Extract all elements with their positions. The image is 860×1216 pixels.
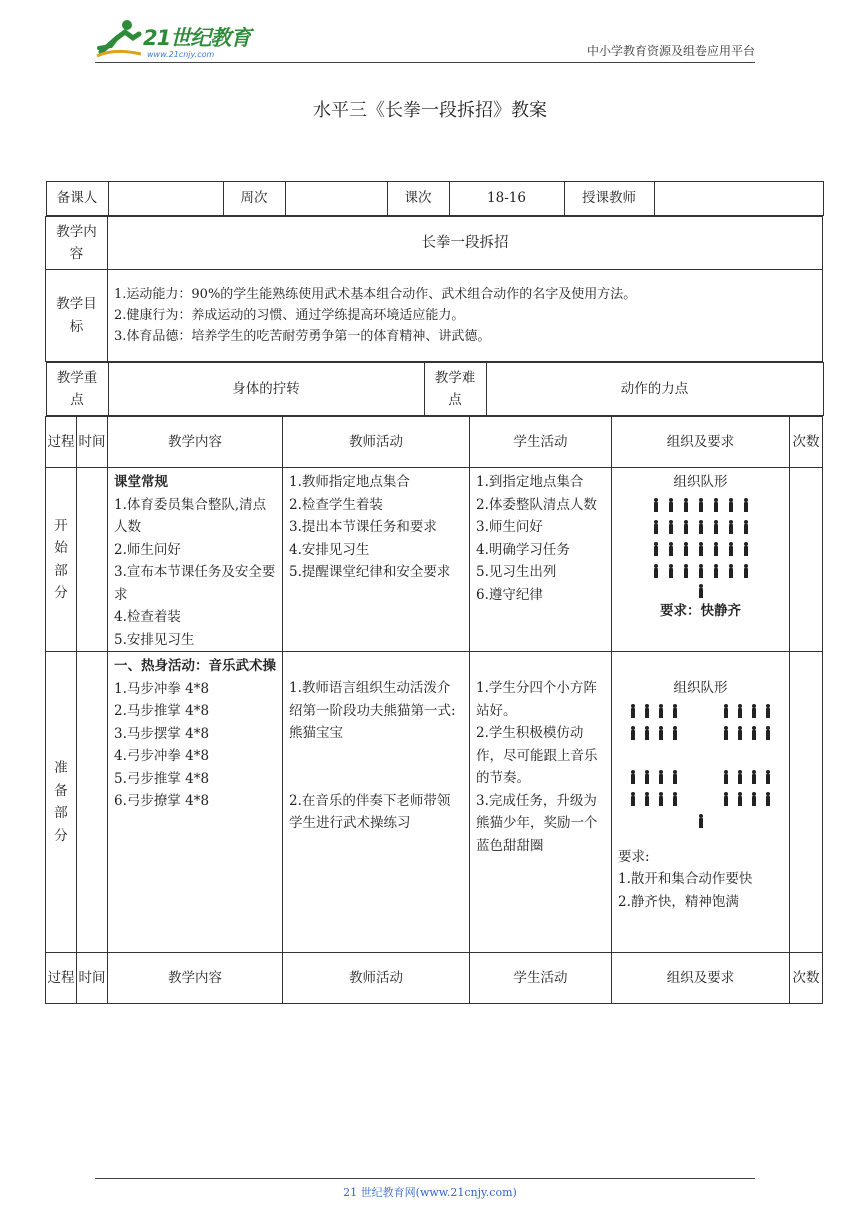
teacher-label: 授课教师: [564, 182, 654, 216]
start-org-title: 组织队形: [673, 474, 728, 490]
student-icon: [630, 726, 636, 740]
lesson-label: 课次: [387, 182, 449, 216]
footer-link[interactable]: 21 世纪教育网(www.21cnjy.com): [343, 1186, 517, 1199]
student-icon: [737, 770, 743, 784]
student-icon: [683, 520, 689, 534]
goals-row: [46, 270, 823, 362]
formation-row: [618, 582, 783, 600]
list-item: 2.马步推掌 4*8: [114, 703, 210, 719]
teacher-icon: [698, 584, 704, 598]
prep-student: [470, 652, 612, 953]
start-content-title: 课堂常规: [114, 474, 168, 490]
student-icon: [743, 520, 749, 534]
student-icon: [644, 792, 650, 806]
student-icon: [658, 704, 664, 718]
student-icon: [698, 498, 704, 512]
formation-row: [618, 494, 783, 516]
student-icon: [630, 770, 636, 784]
goals-label: 教学目标: [46, 270, 108, 362]
student-icon: [713, 564, 719, 578]
footer-divider: [95, 1178, 755, 1179]
teacher-icon: [698, 814, 704, 828]
col-student: 学生活动: [470, 417, 612, 468]
col-org: 组织及要求: [612, 953, 790, 1004]
prep-content-title: 一、热身活动：音乐武术操: [114, 658, 276, 674]
student-icon: [751, 770, 757, 784]
student-icon: [683, 542, 689, 556]
start-formation: [618, 494, 783, 600]
content-value: 长拳一段拆招: [108, 217, 823, 270]
list-item: 4.明确学习任务: [476, 541, 570, 558]
list-item: 2.师生问好: [114, 541, 181, 558]
student-icon: [672, 704, 678, 718]
list-item: 1.教师指定地点集合: [289, 474, 410, 490]
col-time: 时间: [77, 417, 108, 468]
student-icon: [653, 542, 659, 556]
student-icon: [668, 564, 674, 578]
student-icon: [672, 726, 678, 740]
student-icon: [653, 498, 659, 512]
student-icon: [713, 520, 719, 534]
list-item: 1.体育委员集合整队,清点人数: [114, 496, 267, 535]
list-item: 2.学生积极模仿动作，尽可能跟上音乐的节奏。: [476, 725, 598, 786]
col-count: 次数: [790, 953, 823, 1004]
student-icon: [728, 520, 734, 534]
student-icon: [644, 770, 650, 784]
student-icon: [668, 498, 674, 512]
student-icon: [751, 726, 757, 740]
col-count: 次数: [790, 417, 823, 468]
prep-org-req-label: 要求:: [618, 848, 650, 865]
list-item: 2.在音乐的伴奏下老师带领学生进行武术操练习: [289, 792, 451, 831]
list-item: 3.宣布本节课任务及安全要求: [114, 564, 276, 603]
list-item: 4.检查着装: [114, 609, 181, 625]
content-label: 教学内容: [46, 217, 108, 270]
list-item: 1.教师语言组织生动活泼介绍第一阶段功夫熊猫第一式:熊猫宝宝: [289, 680, 456, 741]
count-start: [790, 468, 823, 652]
difficulty-value: 动作的力点: [486, 363, 823, 416]
list-item: 4.弓步冲拳 4*8: [114, 748, 210, 764]
col-process: 过程: [46, 953, 77, 1004]
student-icon: [653, 564, 659, 578]
goals-list: [108, 270, 823, 362]
difficulty-label: 教学难点: [424, 363, 486, 416]
list-item: 1.散开和集合动作要快: [618, 871, 753, 887]
student-icon: [765, 704, 771, 718]
student-icon: [672, 770, 678, 784]
week-value: [285, 182, 387, 216]
col-teacher: 教师活动: [283, 417, 470, 468]
student-icon: [630, 792, 636, 806]
prep-content: [108, 652, 283, 953]
list-item: 5.提醒课堂纪律和安全要求: [289, 564, 451, 580]
logo[interactable]: [95, 18, 265, 62]
list-item: 5.弓步推掌 4*8: [114, 770, 210, 787]
student-icon: [765, 792, 771, 806]
student-icon: [723, 726, 729, 740]
col-content: 教学内容: [108, 953, 283, 1004]
info-row: [46, 181, 823, 217]
list-item: 6.弓步撩掌 4*8: [114, 793, 210, 809]
student-icon: [713, 498, 719, 512]
student-icon: [672, 792, 678, 806]
goal-item: 3.体育品德：培养学生的吃苦耐劳勇争第一的体育精神、讲武德。: [114, 329, 491, 344]
list-item: 1.马步冲拳 4*8: [114, 680, 210, 697]
list-item: 3.提出本节课任务和要求: [289, 519, 437, 535]
formation-row: [618, 810, 783, 832]
student-icon: [743, 542, 749, 556]
preparer-label: 备课人: [46, 182, 108, 216]
formation-row: [618, 722, 783, 744]
formation-row: [618, 766, 783, 788]
student-icon: [765, 770, 771, 784]
col-content: 教学内容: [108, 417, 283, 468]
student-icon: [658, 726, 664, 740]
student-icon: [751, 704, 757, 718]
student-icon: [630, 704, 636, 718]
prep-teacher: [283, 652, 470, 953]
student-icon: [737, 792, 743, 806]
logo-text: 21世纪教育: [143, 26, 251, 50]
student-icon: [658, 792, 664, 806]
key-value: 身体的拧转: [108, 363, 424, 416]
content-row: [46, 217, 823, 270]
header-divider: [95, 62, 755, 63]
list-item: 3.师生问好: [476, 519, 543, 535]
time-prep: [77, 652, 108, 953]
phase-prep: 准备部分: [46, 652, 77, 953]
student-icon: [743, 498, 749, 512]
formation-row: [618, 516, 783, 538]
column-header-row-repeat: [46, 953, 823, 1004]
list-item: 3.完成任务，升级为熊猫少年，奖励一个蓝色甜甜圈: [476, 792, 598, 854]
col-time: 时间: [77, 953, 108, 1004]
col-student: 学生活动: [470, 953, 612, 1004]
logo-url: www.21cnjy.com: [147, 50, 215, 59]
key-label: 教学重点: [46, 363, 108, 416]
goal-item: 2.健康行为：养成运动的习惯、通过学练提高环境适应能力。: [114, 308, 465, 323]
list-item: 1.学生分四个小方阵站好。: [476, 680, 597, 719]
student-icon: [723, 792, 729, 806]
list-item: 3.马步摆掌 4*8: [114, 725, 210, 742]
start-org-requirement: 要求：快静齐: [660, 602, 741, 619]
student-icon: [698, 542, 704, 556]
start-phase-row: [46, 468, 823, 652]
student-icon: [658, 770, 664, 784]
student-icon: [683, 564, 689, 578]
student-icon: [713, 542, 719, 556]
student-icon: [728, 542, 734, 556]
teacher-value: [654, 182, 823, 216]
col-process: 过程: [46, 417, 77, 468]
goal-item: 1.运动能力：90%的学生能熟练使用武术基本组合动作、武术组合动作的名字及使用方法。: [114, 287, 637, 302]
student-icon: [644, 726, 650, 740]
col-org: 组织及要求: [612, 417, 790, 468]
student-icon: [644, 704, 650, 718]
list-item: 2.静齐快，精神饱满: [618, 893, 739, 910]
formation-row: [618, 538, 783, 560]
column-header-row: [46, 417, 823, 468]
start-teacher: [283, 468, 470, 652]
list-item: 5.安排见习生: [114, 631, 195, 648]
formation-row: [618, 560, 783, 582]
list-item: 2.检查学生着装: [289, 496, 383, 513]
student-icon: [683, 498, 689, 512]
student-icon: [765, 726, 771, 740]
week-label: 周次: [223, 182, 285, 216]
student-icon: [668, 520, 674, 534]
runner-logo-icon: [95, 18, 143, 58]
start-content: [108, 468, 283, 652]
student-icon: [698, 520, 704, 534]
preparer-value: [108, 182, 223, 216]
formation-row: [618, 700, 783, 722]
page-title: 水平三《长拳一段拆招》教案: [313, 100, 547, 121]
start-student: [470, 468, 612, 652]
page-header: [95, 18, 755, 62]
lesson-plan-table: [45, 181, 823, 1004]
prep-formation: [618, 700, 783, 832]
phase-start: 开始部分: [46, 468, 77, 652]
student-icon: [653, 520, 659, 534]
list-item: 2.体委整队清点人数: [476, 496, 597, 513]
platform-name: 中小学教育资源及组卷应用平台: [586, 44, 755, 58]
student-icon: [737, 704, 743, 718]
list-item: 1.到指定地点集合: [476, 474, 584, 490]
student-icon: [728, 564, 734, 578]
student-icon: [737, 726, 743, 740]
prep-org-title: 组织队形: [673, 680, 728, 696]
start-org: [612, 468, 790, 652]
list-item: 4.安排见习生: [289, 541, 370, 558]
key-row: [46, 362, 823, 417]
student-icon: [723, 704, 729, 718]
student-icon: [668, 542, 674, 556]
prep-org: [612, 652, 790, 953]
list-item: 6.遵守纪律: [476, 586, 543, 603]
lesson-value: 18-16: [449, 182, 564, 216]
student-icon: [723, 770, 729, 784]
count-prep: [790, 652, 823, 953]
formation-row: [618, 788, 783, 810]
prep-phase-row: [46, 652, 823, 953]
list-item: 5.见习生出列: [476, 564, 557, 580]
time-start: [77, 468, 108, 652]
student-icon: [728, 498, 734, 512]
student-icon: [751, 792, 757, 806]
col-teacher: 教师活动: [283, 953, 470, 1004]
student-icon: [698, 564, 704, 578]
student-icon: [743, 564, 749, 578]
